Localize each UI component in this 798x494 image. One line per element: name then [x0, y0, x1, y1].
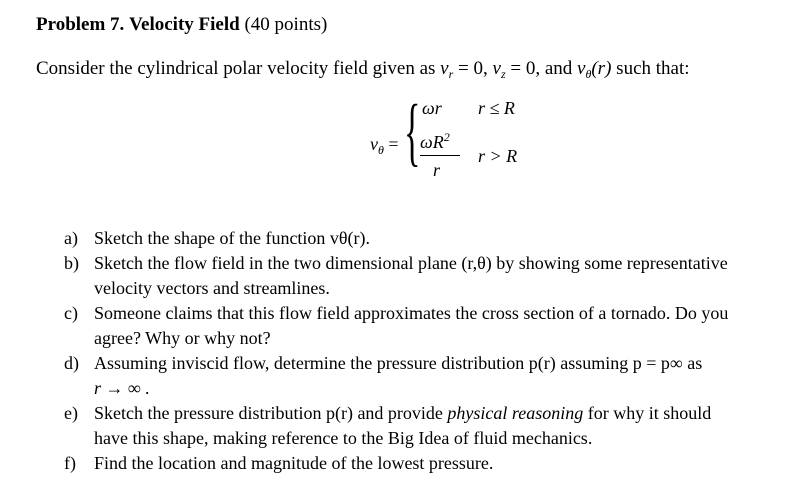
vz-symbol: v [492, 58, 501, 79]
question-c [64, 301, 792, 351]
question-label: f) [64, 453, 76, 473]
question-f [64, 451, 792, 476]
case1-expression: ωr [422, 98, 442, 118]
question-text: Someone claims that this flow field approximates the cross section of a tornado. Do you [94, 303, 729, 323]
case2-num-sup: 2 [443, 130, 450, 144]
piecewise-brace: { [404, 90, 421, 174]
question-e [64, 401, 792, 451]
question-text: Find the location and magnitude of the lowest pressure. [94, 453, 494, 473]
question-label: d) [64, 353, 79, 373]
vtheta-arg: (r) [591, 58, 612, 79]
vtheta-symbol: v [577, 58, 586, 79]
question-label: e) [64, 403, 78, 423]
question-text: Sketch the flow field in the two dimensional plane (r,θ) by showing some representative [94, 253, 728, 273]
question-label: a) [64, 228, 78, 248]
vr-symbol: v [440, 58, 449, 79]
question-label: c) [64, 303, 78, 323]
question-d [64, 351, 792, 401]
problem-title [36, 14, 327, 36]
question-text-part: Sketch the pressure distribution p(r) and provide [94, 403, 448, 423]
case1-condition: r ≤ R [478, 98, 515, 118]
question-text: have this shape, making reference to the Big Idea of fluid mechanics. [94, 428, 593, 448]
question-text-part: for why it should [583, 403, 712, 423]
vr-sub: r [448, 67, 454, 81]
question-a [64, 226, 792, 251]
case2-denominator: r [433, 160, 441, 180]
question-text: r → ∞ . [94, 378, 150, 398]
case2-numerator [420, 130, 450, 153]
question-text [94, 401, 792, 426]
lhs-sub: θ [378, 143, 384, 157]
question-text: Assuming inviscid flow, determine the pressure distribution p(r) assuming p = p∞ as [94, 353, 703, 373]
problem-number: Problem 7. [36, 14, 125, 35]
fraction-bar [420, 155, 460, 156]
equation-lhs [370, 134, 399, 158]
case2-condition: r > R [478, 146, 518, 166]
intro-text [36, 58, 690, 82]
intro-lead: Consider the cylindrical polar velocity field given as [36, 58, 441, 79]
lhs-equals: = [383, 134, 399, 154]
question-text: velocity vectors and streamlines. [94, 278, 330, 298]
vz-sub: z [500, 67, 506, 81]
question-emphasis: physical reasoning [447, 403, 584, 423]
case2-num-text: ωR [420, 132, 444, 152]
question-b [64, 251, 792, 301]
vr-eq: = 0, [453, 58, 493, 79]
question-list [64, 226, 792, 476]
problem-name: Velocity Field [129, 14, 240, 35]
vtheta-sub: θ [585, 67, 592, 81]
problem-points: (40 points) [239, 14, 328, 35]
intro-tail: such that: [611, 58, 690, 79]
question-text: Sketch the shape of the function vθ(r). [94, 228, 371, 248]
question-text: agree? Why or why not? [94, 328, 271, 348]
lhs-v: v [370, 134, 378, 154]
question-label: b) [64, 253, 79, 273]
vz-eq: = 0, and [505, 58, 578, 79]
